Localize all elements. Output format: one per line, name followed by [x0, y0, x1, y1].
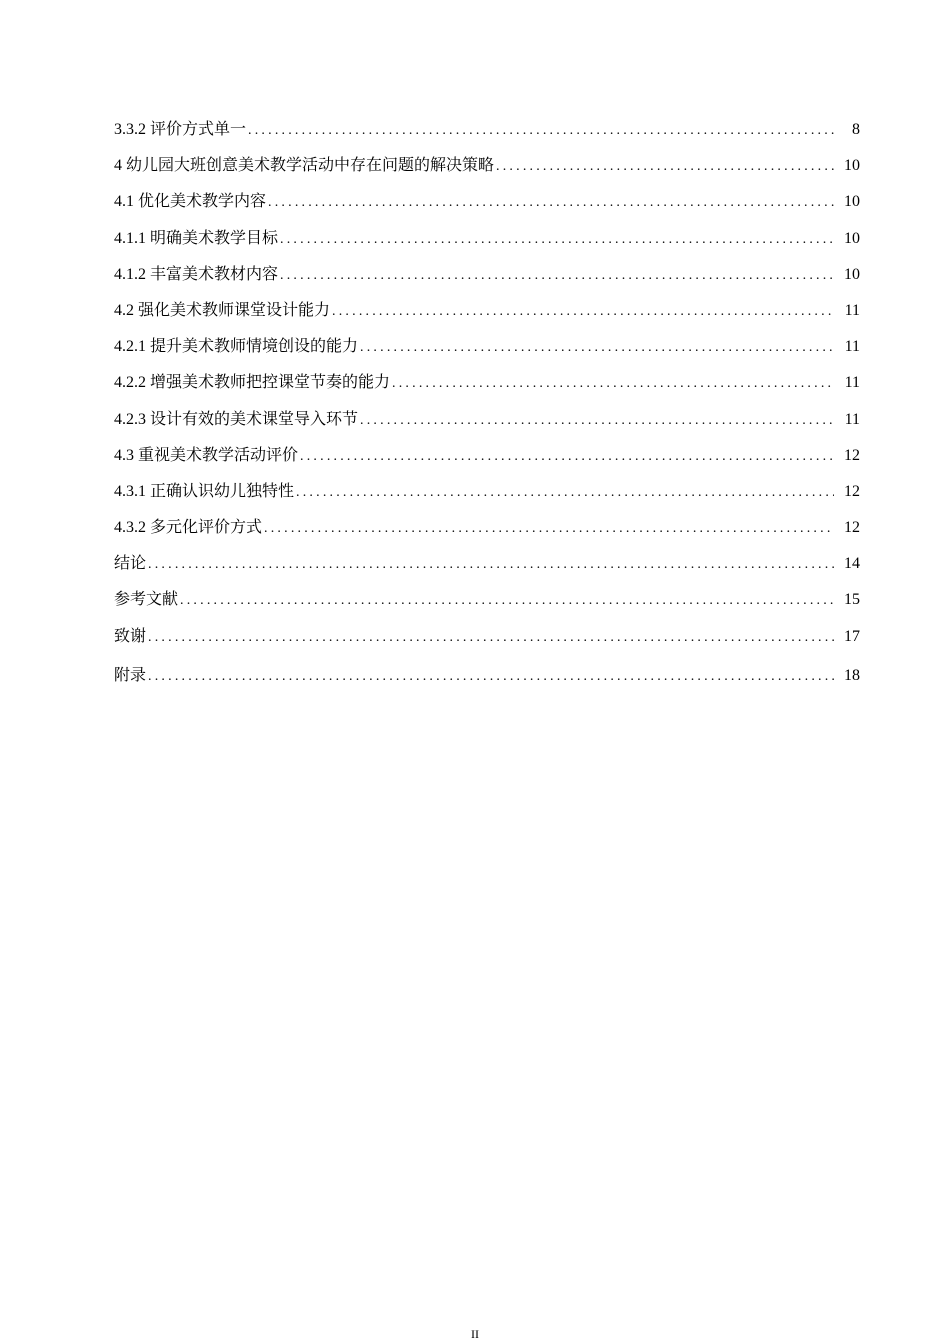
toc-entry-page: 10: [844, 265, 860, 283]
toc-entry-label: 致谢: [114, 627, 147, 645]
toc-dot-leader: [264, 517, 834, 541]
toc-dot-leader: [296, 481, 834, 505]
toc-entry-page: 10: [844, 229, 860, 247]
toc-dot-leader: [248, 119, 834, 143]
toc-dot-leader: [496, 155, 834, 179]
toc-dot-leader: [148, 626, 834, 650]
toc-entry[interactable]: [114, 154, 860, 190]
toc-entry-page: 14: [844, 555, 860, 573]
toc-entry[interactable]: [114, 516, 860, 552]
toc-entry-label: 4.3 重视美术教学活动评价: [114, 446, 299, 464]
toc-entry[interactable]: [114, 371, 860, 407]
toc-entry-label: 4.1 优化美术教学内容: [114, 193, 267, 211]
toc-dot-leader: [148, 665, 834, 689]
toc-entry-page: 11: [844, 410, 860, 428]
toc-dot-leader: [280, 228, 834, 252]
toc-entry[interactable]: [114, 625, 860, 661]
toc-dot-leader: [148, 553, 834, 577]
toc-entry-label: 附录: [114, 666, 147, 684]
toc-entry[interactable]: [114, 444, 860, 480]
toc-entry-label: 4.2.2 增强美术教师把控课堂节奏的能力: [114, 374, 391, 392]
toc-entry-label: 4.2 强化美术教师课堂设计能力: [114, 301, 331, 319]
toc-entry-label: 参考文献: [114, 591, 179, 609]
toc-entry[interactable]: [114, 299, 860, 335]
table-of-contents: [114, 118, 860, 700]
toc-entry-page: 8: [852, 121, 860, 138]
toc-entry[interactable]: [114, 190, 860, 226]
toc-entry-page: 11: [844, 301, 860, 319]
toc-entry-page: 17: [844, 627, 860, 645]
toc-entry-page: 18: [844, 666, 860, 684]
toc-entry-label: 4 幼儿园大班创意美术教学活动中存在问题的解决策略: [114, 157, 495, 175]
toc-dot-leader: [280, 264, 834, 288]
toc-entry-page: 11: [844, 338, 860, 356]
toc-entry-label: 4.3.1 正确认识幼儿独特性: [114, 482, 295, 500]
toc-dot-leader: [180, 589, 834, 613]
toc-entry-label: 3.3.2 评价方式单一: [114, 121, 247, 138]
toc-dot-leader: [392, 372, 834, 396]
toc-entry[interactable]: [114, 335, 860, 371]
toc-entry-page: 12: [844, 482, 860, 500]
toc-entry-label: 4.1.1 明确美术教学目标: [114, 229, 279, 247]
toc-entry[interactable]: [114, 408, 860, 444]
toc-dot-leader: [268, 191, 834, 215]
toc-dot-leader: [360, 409, 834, 433]
toc-entry-page: 12: [844, 446, 860, 464]
toc-dot-leader: [360, 336, 834, 360]
toc-entry-label: 4.3.2 多元化评价方式: [114, 519, 263, 537]
toc-entry-label: 4.2.1 提升美术教师情境创设的能力: [114, 338, 359, 356]
toc-entry[interactable]: [114, 118, 860, 154]
toc-entry-page: 11: [844, 374, 860, 392]
toc-entry[interactable]: [114, 227, 860, 263]
toc-entry[interactable]: [114, 664, 860, 700]
toc-entry[interactable]: [114, 588, 860, 624]
toc-entry[interactable]: [114, 263, 860, 299]
page-number-footer: II: [471, 1327, 479, 1341]
toc-entry-label: 4.2.3 设计有效的美术课堂导入环节: [114, 410, 359, 428]
toc-entry-label: 结论: [114, 555, 147, 573]
toc-entry-page: 12: [844, 519, 860, 537]
toc-dot-leader: [332, 300, 834, 324]
toc-entry-label: 4.1.2 丰富美术教材内容: [114, 265, 279, 283]
toc-entry[interactable]: [114, 480, 860, 516]
toc-entry[interactable]: [114, 552, 860, 588]
toc-entry-page: 10: [844, 157, 860, 175]
toc-entry-page: 15: [844, 591, 860, 609]
toc-entry-page: 10: [844, 193, 860, 211]
toc-dot-leader: [300, 445, 834, 469]
